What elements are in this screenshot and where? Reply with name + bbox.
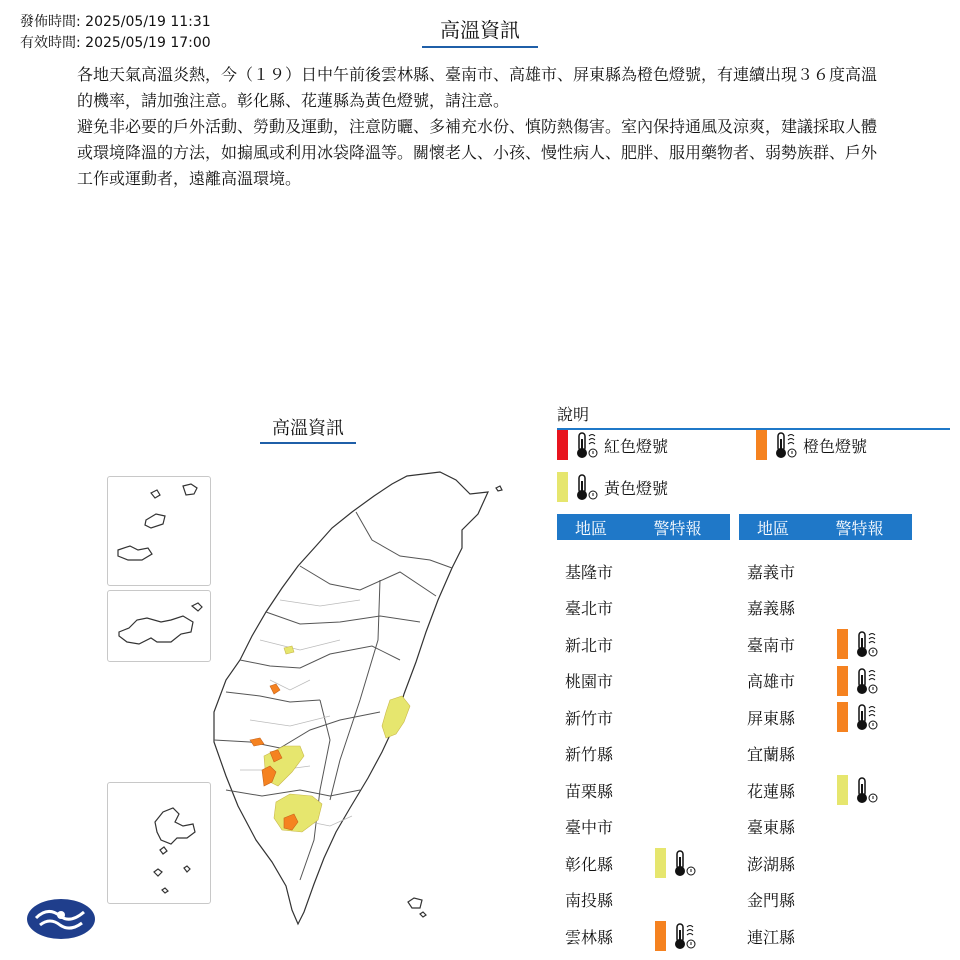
region-name: 宜蘭縣 [747,745,796,764]
region-row [557,809,655,845]
region-row [557,736,655,772]
region-name: 嘉義縣 [747,599,796,618]
region-row [557,699,655,735]
region-row [739,809,837,845]
region-name: 臺北市 [565,599,614,618]
orange-swatch [837,702,848,732]
thermometer-heat-icon [854,775,880,805]
orange-swatch [655,921,666,951]
thermometer-heat-icon [574,430,600,460]
orange-swatch [837,629,848,659]
region-name: 臺中市 [565,818,614,837]
region-row [557,590,655,626]
yellow-swatch [655,848,666,878]
region-name: 苗栗縣 [565,781,614,801]
region-name: 屏東縣 [747,708,796,728]
region-row [739,553,837,589]
warning-indicator [837,775,884,805]
warning-indicator [837,666,884,696]
region-name: 新北市 [565,635,614,655]
thermometer-heat-icon [574,472,600,502]
region-name: 桃園市 [565,672,614,691]
red-swatch [557,430,568,460]
page-title: 高溫資訊 [422,14,538,48]
region-row [739,772,884,808]
region-row [739,882,837,918]
region-name: 澎湖縣 [747,854,796,874]
description-paragraph-2: 避免非必要的戶外活動、勞動及運動，注意防曬、多補充水份、慎防熱傷害。室內保持通風及涼爽，建議採取人體或環境降溫的方法，如搧風或利用冰袋降溫等。關懷老人、小孩、慢性病人、肥胖、服用藥物者、弱勢族群、戶外工作或運動者，遠離高溫環境。 [77,117,878,188]
region-name: 花蓮縣 [747,781,796,801]
table-header-left [557,514,730,540]
legend-yellow [557,472,668,502]
region-name: 彰化縣 [565,854,614,874]
thermometer-heat-icon [854,629,880,659]
thermometer-heat-icon [854,666,880,696]
table-header-right [739,514,912,540]
warning-indicator [655,848,702,878]
col-region: 地區 [574,518,607,538]
region-row [557,663,655,699]
region-row [739,845,837,881]
legend-red [557,430,668,460]
yellow-swatch [557,472,568,502]
cwa-logo-icon [26,898,96,940]
thermometer-heat-icon [672,921,698,951]
orange-swatch [756,430,767,460]
region-name: 連江縣 [747,927,796,947]
region-name: 臺東縣 [747,818,796,837]
warning-indicator [837,702,884,732]
col-warning: 警特報 [653,518,702,538]
yellow-swatch [837,775,848,805]
region-row [557,772,655,808]
region-row [557,553,655,589]
map-title: 高溫資訊 [260,414,356,444]
description-paragraph-1: 各地天氣高溫炎熱，今（１９）日中午前後雲林縣、臺南市、高雄市、屏東縣為橙色燈號，有連續出現３６度高溫的機率，請加強注意。彰化縣、花蓮縣為黃色燈號，請注意。 [77,65,878,110]
region-name: 嘉義市 [747,562,796,582]
region-row [557,918,702,954]
region-row [739,699,884,735]
issued-time: 發佈時間: 2025/05/19 11:31 [20,14,211,30]
region-name: 臺南市 [747,635,796,655]
warning-indicator [837,629,884,659]
orange-swatch [837,666,848,696]
col-warning: 警特報 [835,518,884,538]
region-name: 基隆市 [565,562,614,582]
legend-yellow-label: 黃色燈號 [604,478,669,498]
thermometer-heat-icon [672,848,698,878]
region-row [557,845,702,881]
region-name: 新竹縣 [565,745,614,764]
col-region: 地區 [756,518,789,538]
thermometer-heat-icon [854,702,880,732]
valid-time: 有效時間: 2025/05/19 17:00 [20,35,211,51]
region-row [739,626,884,662]
legend-red-label: 紅色燈號 [604,436,669,456]
legend-title: 說明 [557,402,950,430]
warning-indicator [655,921,702,951]
region-name: 雲林縣 [565,927,614,947]
region-row [557,626,655,662]
region-row [739,736,837,772]
region-row [739,590,837,626]
region-row [739,663,884,699]
region-name: 高雄市 [747,672,796,691]
region-row [557,882,655,918]
region-name: 南投縣 [565,891,614,910]
region-row [739,918,837,954]
region-name: 金門縣 [747,891,796,910]
legend-orange [756,430,867,460]
thermometer-heat-icon [773,430,799,460]
region-name: 新竹市 [565,708,614,728]
legend-orange-label: 橙色燈號 [803,436,868,456]
